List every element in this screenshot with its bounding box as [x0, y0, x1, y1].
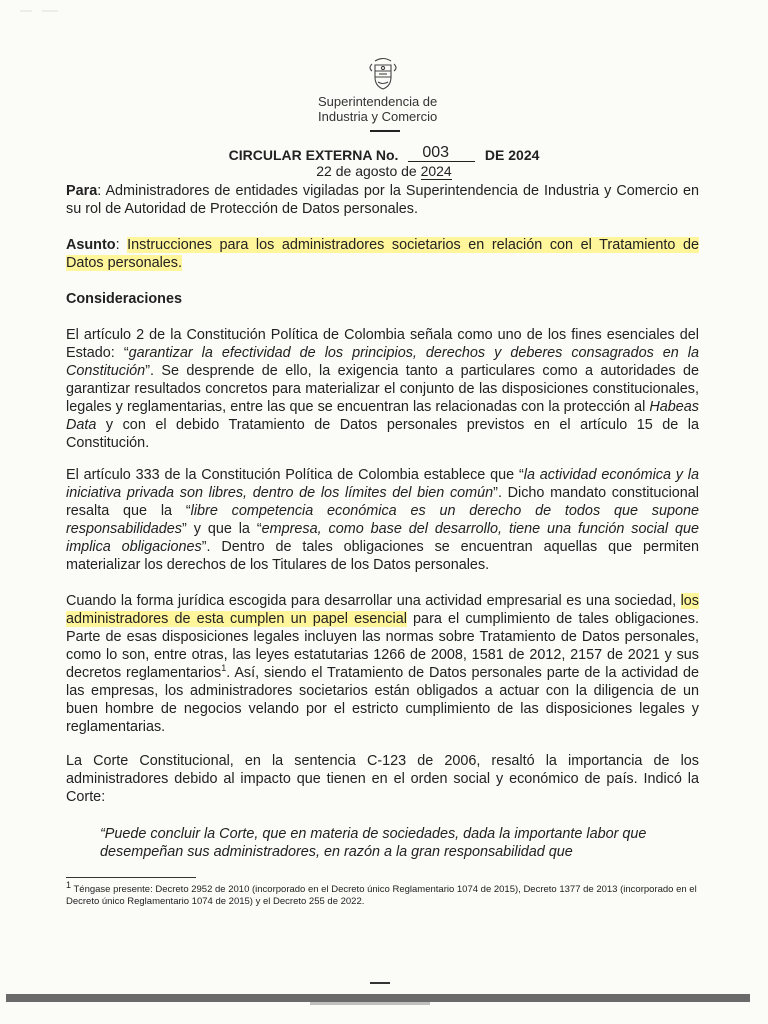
- p2-text-1: El artículo 333 de la Constitución Política de Colombia establece que “: [66, 467, 524, 483]
- footer-band-shadow: [310, 1002, 430, 1005]
- title-prefix: CIRCULAR EXTERNA No.: [228, 147, 399, 163]
- para-label: Para: [66, 183, 98, 199]
- p2-quote-3: empresa, como base del desarrollo, tiene una función social que implica obligaciones: [66, 521, 699, 555]
- para-text: : Administradores de entidades vigiladas por la Superintendencia de Industria y Comercio en su rol de Autoridad de Protección de Datos personales.: [66, 183, 699, 217]
- footnote-mark: 1: [66, 879, 72, 890]
- paragraph-4: La Corte Constitucional, en la sentencia C-123 de 2006, resaltó la importancia de los administradores debido al impacto que tienen en el orden social y económico de país. Indicó la Corte:: [66, 753, 699, 805]
- document-date: [0, 163, 768, 179]
- p2-text-3: ” y que la “: [182, 521, 262, 537]
- footnote-divider: [66, 877, 196, 878]
- asunto-text: Instrucciones para los administradores societarios en relación con el Tratamiento de Datos personales.: [66, 237, 699, 271]
- p1-text-3: y con el debido Tratamiento de Datos personales previstos en el artículo 15 de la Constitución.: [66, 417, 699, 451]
- paragraph-3: [66, 592, 699, 736]
- org-name-line-2: Industria y Comercio: [318, 109, 438, 124]
- paragraph-2: [66, 466, 699, 574]
- p1-quote-2: Habeas Data: [66, 399, 699, 433]
- footnote-text: Téngase presente: Decreto 2952 de 2010 (incorporado en el Decreto único Reglamentario 1074 de 2015), Decreto 1377 de 2013 (incorporado en el Decreto único Reglamentario 1074 de 2015) y el Decreto 255 de 2022.: [66, 884, 697, 907]
- para-section: [66, 182, 699, 218]
- coat-of-arms-icon: [366, 55, 400, 91]
- p3-text-3: . Así, siendo el Tratamiento de Datos personales parte de la actividad de las empresas, los administradores societarios están obligados a actuar con la diligencia de un buen hombre de negocios velando por el estricto cumplimiento de las disposiciones legales y reglamentarias.: [66, 665, 699, 735]
- p2-text-4: ”. Dentro de tales obligaciones se encuentran aquellas que permiten materializar los derechos de los Titulares de los Datos personales.: [66, 539, 699, 573]
- considerations-heading: Consideraciones: [66, 291, 182, 307]
- title-suffix: DE 2024: [484, 147, 540, 163]
- p3-text-2: para el cumplimiento de tales obligaciones. Parte de esas disposiciones legales incluyen las normas sobre Tratamiento de Datos personales, como lo son, entre otras, las leyes estatutarias 1266 de 2008, 1581 de 2012, 2157 de 2021 y sus decretos reglamentarios: [66, 611, 699, 681]
- court-quote: “Puede concluir la Corte, que en materia de sociedades, dada la importante labor que desempeñan sus administradores, en razón a la gran responsabilidad que: [100, 826, 647, 860]
- org-name-line-1: Superintendencia de: [318, 94, 438, 109]
- asunto-label: Asunto: [66, 237, 116, 253]
- p1-text-2: ”. Se desprende de ello, la exigencia tanto a particulares como a autoridades de garantizar resultados concretos para materializar el conjunto de las disposiciones constitucionales, legales y reglamentarias, entre las que se encuentran las relacionadas con la protección al: [66, 363, 699, 415]
- paragraph-1: [66, 326, 699, 452]
- footer-band: [6, 994, 750, 1002]
- footnote: [66, 879, 706, 908]
- date-year: 2024: [420, 163, 452, 179]
- footnote-reference: 1: [221, 663, 227, 674]
- p2-quote-1: la actividad económica y la iniciativa privada son libres, dentro de los límites del bien común: [66, 467, 699, 501]
- p1-text-1: El artículo 2 de la Constitución Política de Colombia señala como uno de los fines esenciales del Estado: “: [66, 327, 699, 361]
- p3-highlight: los administradores de esta cumplen un papel esencial: [66, 593, 699, 627]
- asunto-section: [66, 236, 699, 272]
- p2-text-2: ”. Dicho mandato constitucional resalta que la “: [66, 485, 699, 519]
- p3-text-1: Cuando la forma jurídica escogida para desarrollar una actividad empresarial es una sociedad,: [66, 593, 681, 609]
- organization-name: [318, 94, 478, 124]
- asunto-colon: :: [115, 237, 128, 253]
- header-divider: [370, 130, 400, 132]
- p2-quote-2: libre competencia económica es un derecho de todos que supone responsabilidades: [66, 503, 699, 537]
- page-footer-mark: [370, 982, 390, 984]
- scan-artifact: [18, 8, 62, 14]
- p1-quote-1: garantizar la efectividad de los principios, derechos y deberes consagrados en la Constitución: [66, 345, 700, 379]
- date-main: 22 de agosto de: [316, 163, 421, 179]
- circular-number: 003: [408, 145, 475, 162]
